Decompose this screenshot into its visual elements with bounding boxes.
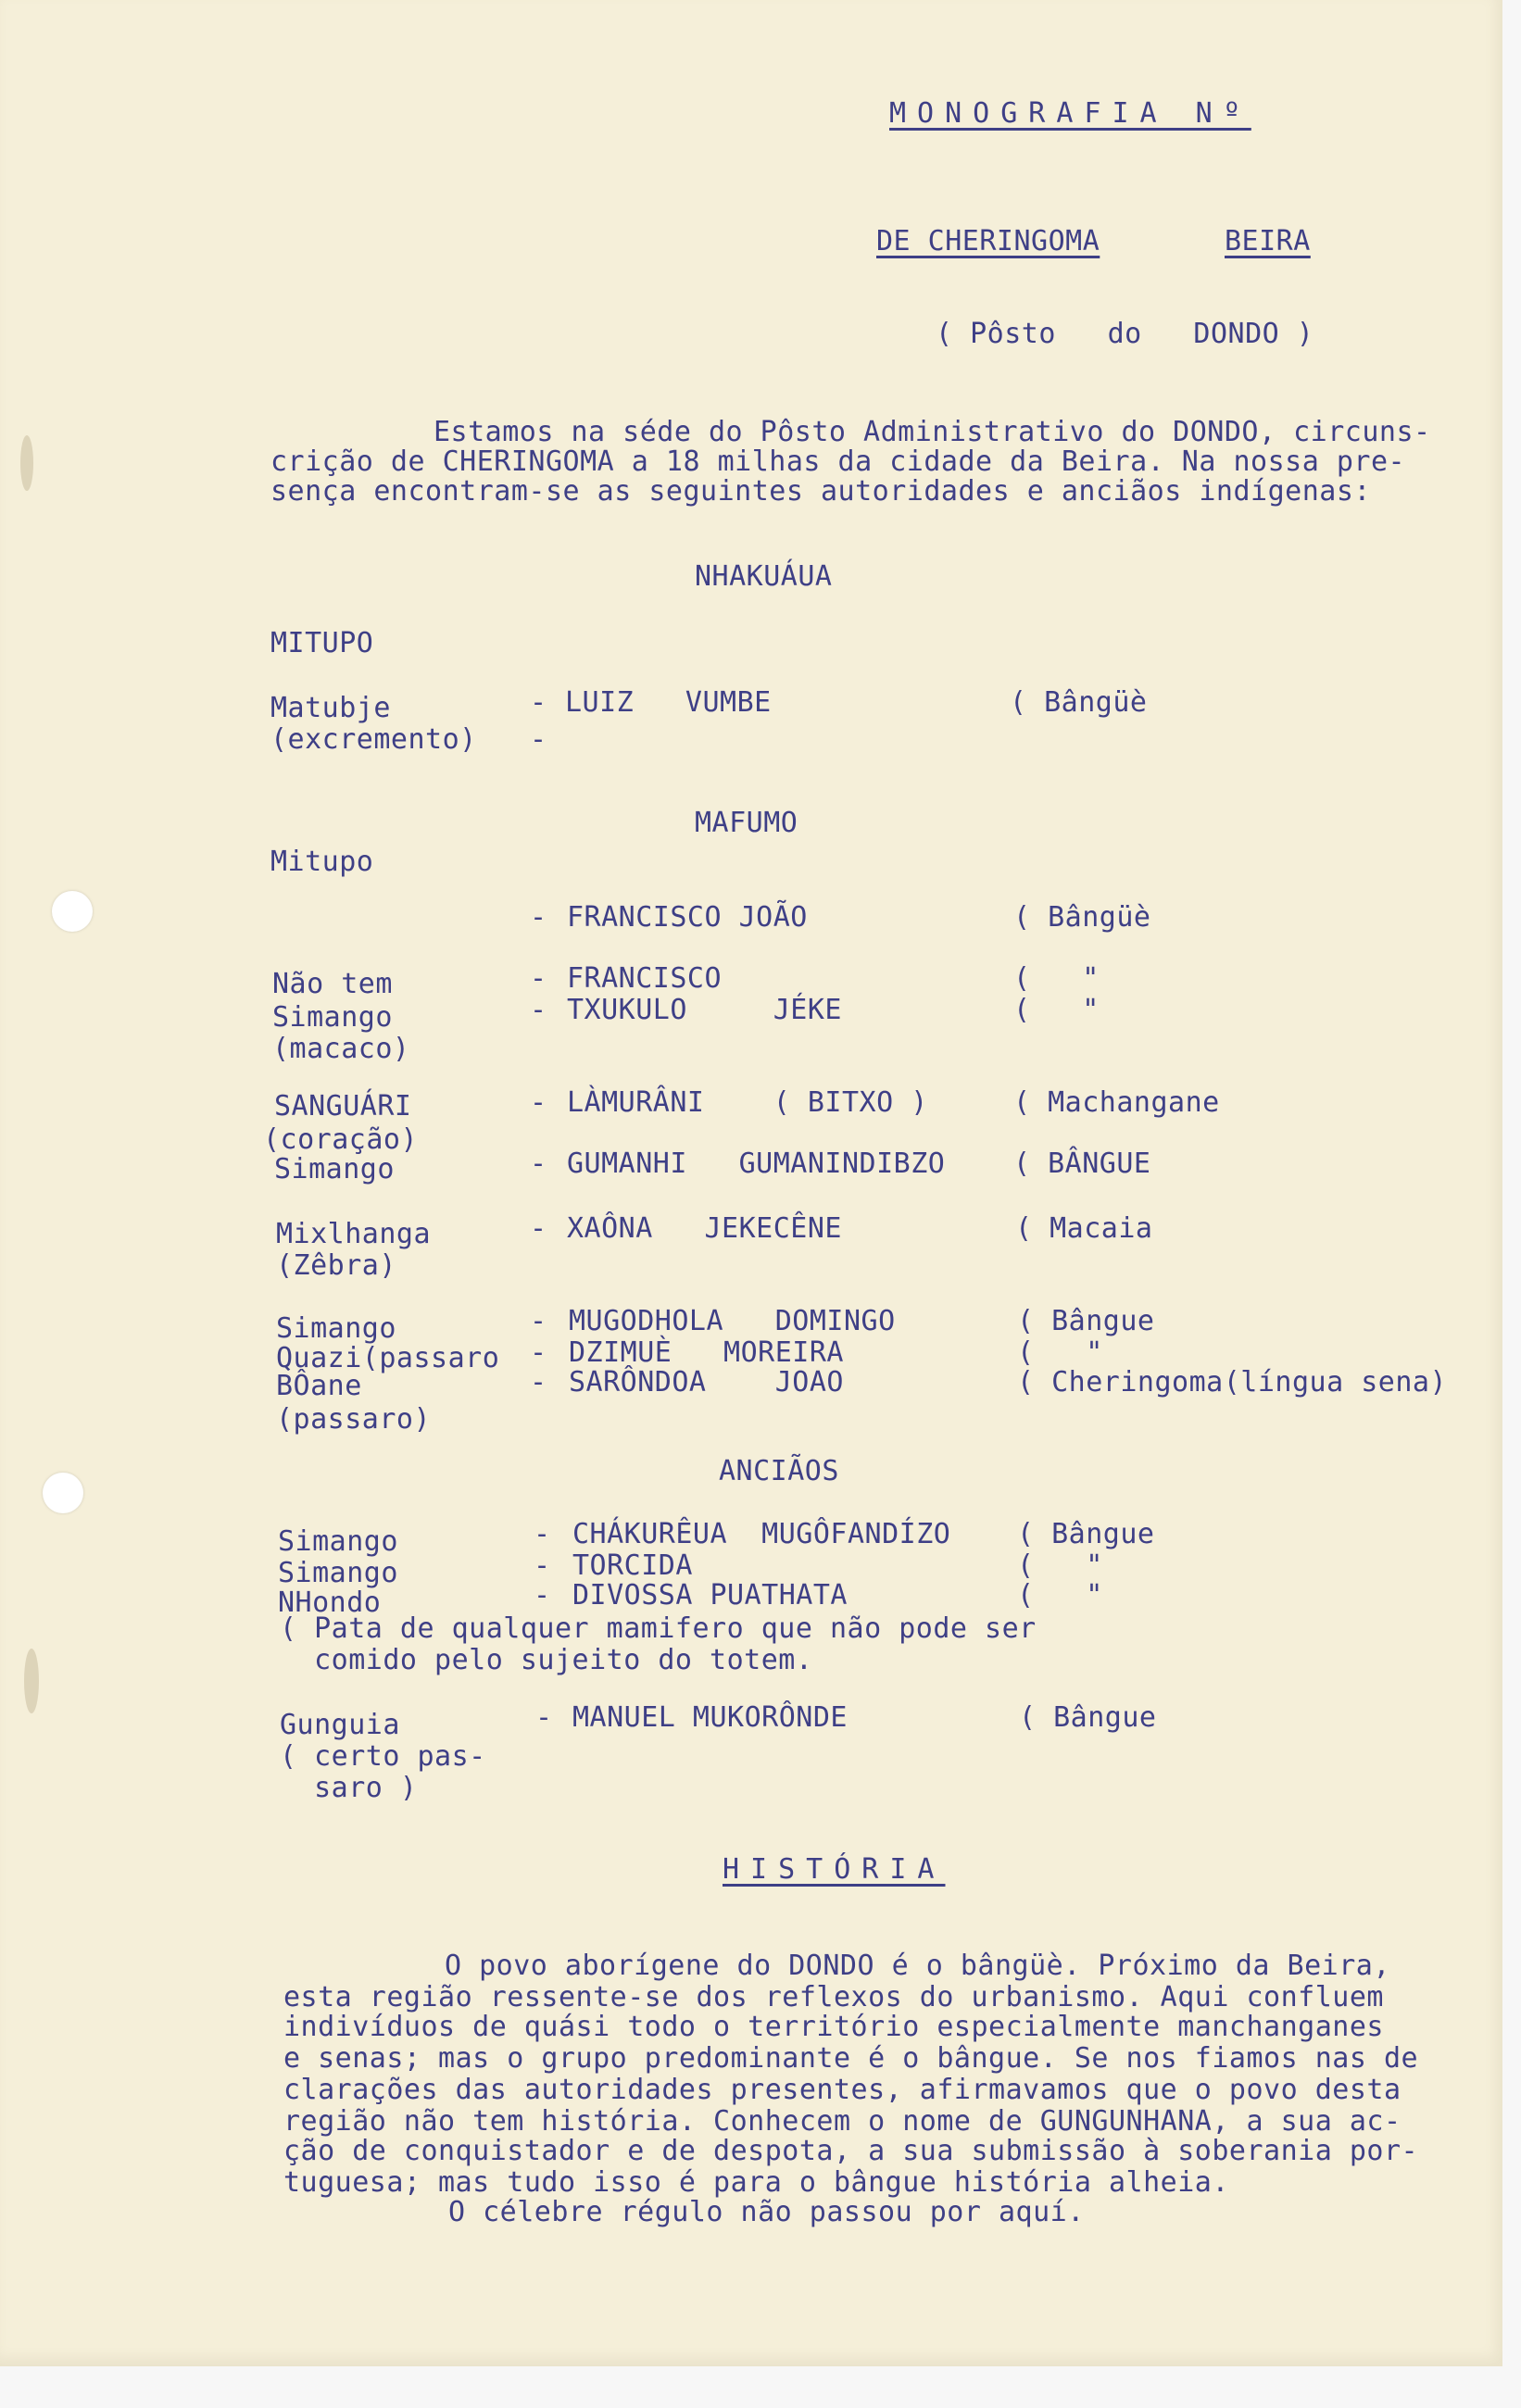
history-line: O povo aborígene do DONDO é o bângüè. Próximo da Beira, xyxy=(445,1950,1390,1982)
history-line: O célebre régulo não passou por aquí. xyxy=(448,2196,1085,2228)
dash: - xyxy=(534,1518,551,1550)
section-heading: ANCIÃOS xyxy=(719,1455,839,1487)
dash: - xyxy=(530,1086,547,1119)
name-cell: FRANCISCO JOÃO xyxy=(567,901,808,934)
name-cell: DZIMUÈ MOREIRA xyxy=(569,1336,844,1369)
history-heading: HISTÓRIA xyxy=(723,1853,946,1886)
totem-cell: Quazi(passaro xyxy=(276,1342,500,1374)
intro-line: sença encontram-se as seguintes autoridades e anciãos indígenas: xyxy=(270,475,1371,508)
origin-cell: ( " xyxy=(1013,994,1100,1026)
totem-cell: Simango xyxy=(276,1312,396,1345)
section-heading: MAFUMO xyxy=(695,807,798,839)
origin-cell: ( Bângüè xyxy=(1010,686,1148,719)
mitupo-label: MITUPO xyxy=(270,627,374,659)
name-cell: SARÔNDOA JOAO xyxy=(569,1366,844,1398)
monografia-title: MONOGRAFIA Nº xyxy=(889,97,1251,130)
name-cell: CHÁKURÊUA MUGÔFANDÍZO xyxy=(572,1518,951,1550)
name-cell: MUGODHOLA DOMINGO xyxy=(569,1305,896,1337)
dash: - xyxy=(534,1579,551,1612)
history-line: esta região ressente-se dos reflexos do urbanismo. Aqui confluem xyxy=(283,1981,1384,2013)
district-label: DE CHERINGOMA xyxy=(876,225,1100,257)
totem-cell: BÔane xyxy=(276,1370,362,1402)
mitupo-label: Mitupo xyxy=(270,846,374,878)
totem-cell: SANGUÁRI xyxy=(274,1090,412,1122)
origin-cell: ( Bângüè xyxy=(1013,901,1151,934)
history-line: e senas; mas o grupo predominante é o bângue. Se nos fiamos nas de xyxy=(283,2042,1419,2075)
totem-cell: Simango xyxy=(272,1001,393,1034)
name-cell: LÀMURÂNI ( BITXO ) xyxy=(567,1086,928,1119)
dash: - xyxy=(530,1336,547,1369)
totem-note: ( Pata de qualquer mamifero que não pode ser xyxy=(280,1612,1037,1645)
punch-hole-top xyxy=(52,891,93,932)
name-cell: TXUKULO JÉKE xyxy=(567,994,842,1026)
dash: - xyxy=(530,1148,547,1180)
punch-hole-bottom xyxy=(43,1473,83,1513)
intro-line: crição de CHERINGOMA a 18 milhas da cidade da Beira. Na nossa pre- xyxy=(270,445,1406,478)
dash: - xyxy=(530,723,547,756)
name-cell: FRANCISCO xyxy=(567,962,723,995)
name-cell: DIVOSSA PUATHATA xyxy=(572,1579,848,1612)
origin-cell: ( " xyxy=(1017,1549,1103,1582)
origin-cell: ( Bângue xyxy=(1017,1305,1155,1337)
history-line: região não tem história. Conhecem o nome de GUNGUNHANA, a sua ac- xyxy=(283,2105,1402,2138)
origin-cell: ( Macaia xyxy=(1015,1212,1153,1245)
origin-cell: ( " xyxy=(1017,1336,1103,1369)
totem-cell: NHondo xyxy=(278,1587,382,1619)
totem-cell: (excremento) xyxy=(270,723,477,756)
totem-cell: Gunguia xyxy=(280,1709,400,1741)
origin-cell: ( " xyxy=(1017,1579,1103,1612)
history-line: tuguesa; mas tudo isso é para o bângue história alheia. xyxy=(283,2166,1229,2199)
history-line: indivíduos de quási todo o território especialmente manchanganes xyxy=(283,2011,1384,2043)
totem-cell: (passaro) xyxy=(276,1403,432,1436)
totem-cell: (Zêbra) xyxy=(276,1249,396,1282)
intro-line: Estamos na séde do Pôsto Administrativo do DONDO, circuns- xyxy=(434,416,1431,448)
dash: - xyxy=(530,901,547,934)
dash: - xyxy=(530,1305,547,1337)
totem-cell: saro ) xyxy=(280,1772,418,1804)
name-cell: GUMANHI GUMANINDIBZO xyxy=(567,1148,946,1180)
rust-stain xyxy=(24,1649,39,1713)
history-line: ção de conquistador e de despota, a sua submissão à soberania por- xyxy=(283,2135,1419,2167)
name-cell: XAÔNA JEKECÊNE xyxy=(567,1212,842,1245)
totem-cell: Simango xyxy=(278,1557,398,1589)
dash: - xyxy=(530,1212,547,1245)
name-cell: MANUEL MUKORÔNDE xyxy=(572,1701,848,1734)
dash: - xyxy=(530,1366,547,1398)
origin-cell: ( Machangane xyxy=(1013,1086,1220,1119)
totem-cell: Não tem xyxy=(272,968,393,1000)
totem-cell: (macaco) xyxy=(272,1033,410,1065)
totem-cell: Mixlhanga xyxy=(276,1218,432,1250)
origin-cell: ( Bângue xyxy=(1017,1518,1155,1550)
totem-note: comido pelo sujeito do totem. xyxy=(280,1644,813,1676)
dash: - xyxy=(530,686,547,719)
totem-cell: Simango xyxy=(278,1525,398,1558)
totem-cell: (coração) xyxy=(263,1123,419,1156)
dash: - xyxy=(535,1701,553,1734)
rust-stain xyxy=(20,435,33,491)
totem-cell: ( certo pas- xyxy=(280,1740,486,1773)
history-line: clarações das autoridades presentes, afirmavamos que o povo desta xyxy=(283,2074,1402,2106)
origin-cell: ( Bângue xyxy=(1019,1701,1157,1734)
dash: - xyxy=(534,1549,551,1582)
totem-cell: Simango xyxy=(274,1153,395,1185)
origin-cell: ( BÂNGUE xyxy=(1013,1148,1151,1180)
dash: - xyxy=(530,962,547,995)
name-cell: TORCIDA xyxy=(572,1549,693,1582)
post-label: ( Pôsto do DONDO ) xyxy=(936,318,1314,350)
name-cell: LUIZ VUMBE xyxy=(565,686,772,719)
origin-cell: ( Cheringoma(língua sena) xyxy=(1017,1366,1448,1398)
section-heading: NHAKUÁUA xyxy=(695,560,833,593)
dash: - xyxy=(530,994,547,1026)
origin-cell: ( " xyxy=(1013,962,1100,995)
totem-cell: Matubje xyxy=(270,692,391,724)
province-label: BEIRA xyxy=(1225,225,1311,257)
